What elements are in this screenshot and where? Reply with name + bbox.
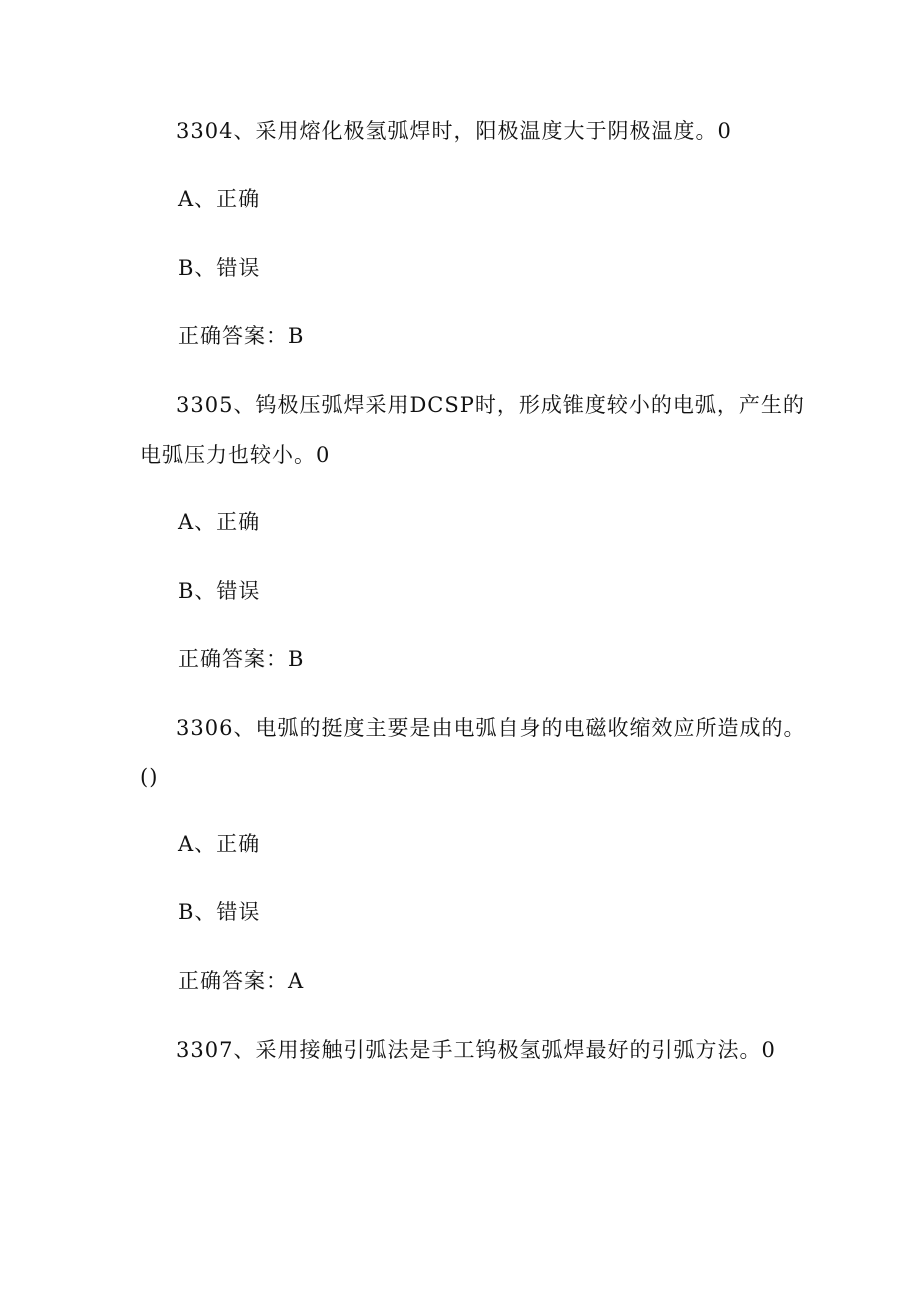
question-3305-option-a: A、正确 [178,510,261,534]
question-3307-text: 3307、采用接触引弧法是手工钨极氢弧焊最好的引弧方法。0 [176,1038,776,1062]
question-3306-text-cont: () [140,765,159,789]
question-3305-text: 3305、钨极压弧焊采用DCSP时，形成锥度较小的电弧，产生的 [176,393,805,417]
question-3306-option-a: A、正确 [178,832,261,856]
question-3306-text: 3306、电弧的挺度主要是由电弧自身的电磁收缩效应所造成的。 [176,716,806,740]
question-3304-option-a: A、正确 [178,187,261,211]
question-3304-answer: 正确答案：B [178,324,305,348]
question-3304-option-b: B、错误 [178,256,261,280]
question-3305-option-b: B、错误 [178,579,261,603]
question-3305-answer: 正确答案：B [178,647,305,671]
question-3306-answer: 正确答案：A [178,969,305,993]
question-3306-option-b: B、错误 [178,900,261,924]
question-3304-text: 3304、采用熔化极氢弧焊时，阳极温度大于阴极温度。0 [176,119,732,143]
question-3305-text-cont: 电弧压力也较小。0 [140,443,331,467]
